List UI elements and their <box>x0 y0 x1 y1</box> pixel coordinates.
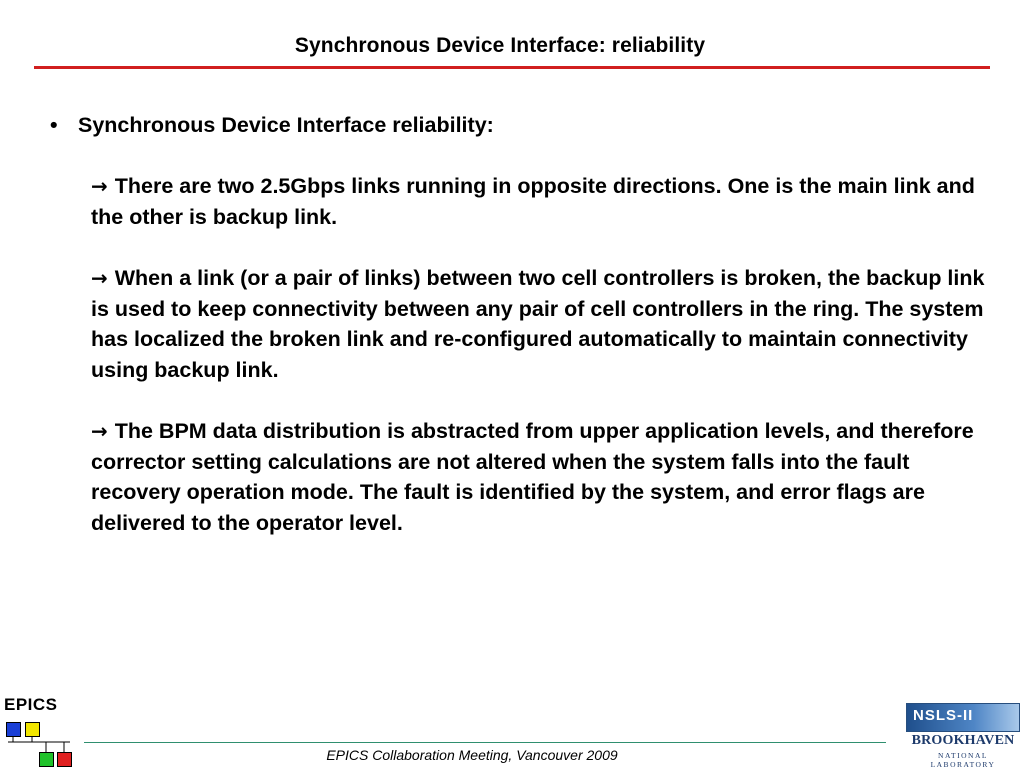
bullet-text: Synchronous Device Interface reliability: <box>78 113 494 137</box>
arrow-right-icon: → <box>91 265 115 290</box>
nsls-logo-text: NSLS-II <box>913 707 974 724</box>
epics-yellow-square <box>25 722 40 737</box>
paragraph-text: The BPM data distribution is abstracted from upper application levels, and therefore corrector setting calculations are not altered when the system falls into the fault recovery operation mode. The fault is identified by the system, and error flags are delivered to the operator level. <box>91 418 974 535</box>
footer-divider <box>84 742 886 743</box>
slide-content <box>50 110 990 538</box>
arrow-right-icon: → <box>91 418 115 443</box>
bullet-dot: • <box>50 113 58 137</box>
brookhaven-logo-subtext: NATIONAL LABORATORY <box>930 751 996 769</box>
paragraph-backup <box>91 263 990 385</box>
title-divider <box>34 66 990 69</box>
epics-blue-square <box>6 722 21 737</box>
slide-title: Synchronous Device Interface: reliability <box>294 34 706 57</box>
arrow-right-icon: → <box>91 174 115 199</box>
bullet-item <box>50 110 990 141</box>
paragraph-bpm <box>91 416 990 538</box>
nsls-logo <box>906 703 1020 732</box>
epics-logo-text: EPICS <box>4 695 58 714</box>
paragraph-links <box>91 171 990 232</box>
paragraph-text: When a link (or a pair of links) between two cell controllers is broken, the backup link is used to keep connectivity between any pair of cell controllers in the ring. The system has localized the broken link and re-configured automatically to maintain connectivity using backup link. <box>91 265 985 382</box>
paragraph-text: There are two 2.5Gbps links running in opposite directions. One is the main link and the other is backup link. <box>91 174 975 229</box>
brookhaven-logo-text: BROOKHAVEN <box>911 733 1015 748</box>
footer-caption: EPICS Collaboration Meeting, Vancouver 2009 <box>326 747 618 763</box>
